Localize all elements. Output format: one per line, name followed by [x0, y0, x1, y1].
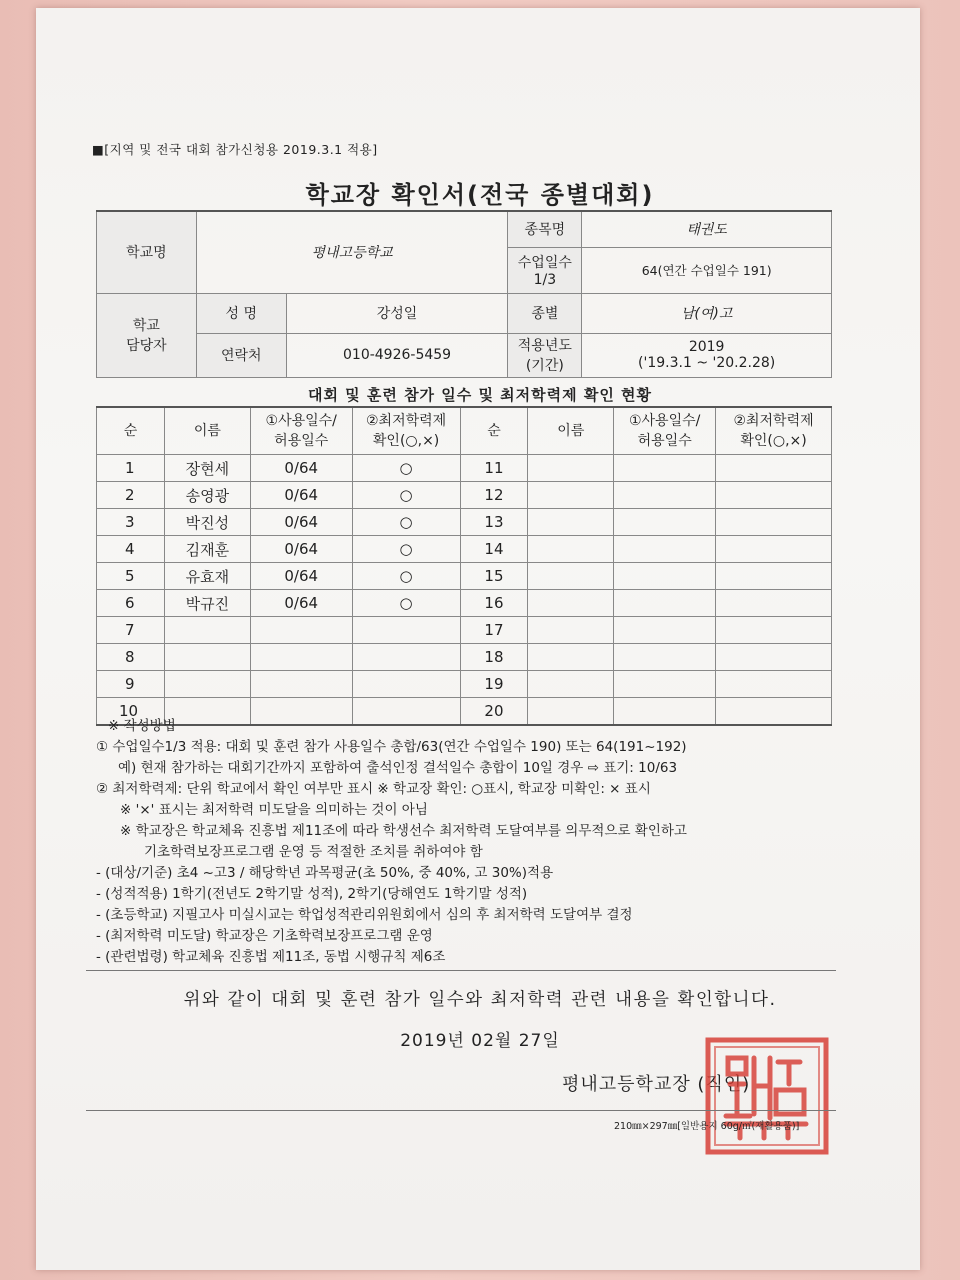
note-9: - (관련법령) 학교체육 진흥법 제11조, 동법 시행규칙 제6조	[96, 949, 446, 965]
note-6: - (성적적용) 1학기(전년도 2학기말 성적), 2학기(당해연도 1학기말 성적)	[96, 886, 528, 902]
divider	[86, 970, 836, 971]
row-no-2: 19	[460, 671, 528, 698]
col-check-line2: 확인(○,×)	[372, 433, 440, 449]
table-row	[97, 563, 832, 590]
note-5: - (대상/기준) 초4 ~고3 / 해당학년 과목평균(초 50%, 중 40%, 고 30%)적용	[96, 865, 554, 881]
row-name: 장현세	[164, 455, 250, 482]
name-value: 강성일	[286, 293, 508, 333]
row-name: 유효재	[164, 563, 250, 590]
row-days-2	[614, 590, 716, 617]
row-check-2	[716, 455, 832, 482]
instructions	[96, 716, 836, 968]
row-days-2	[614, 455, 716, 482]
contact-label: 연락처	[196, 333, 286, 377]
row-check	[352, 617, 460, 644]
row-name: 박진성	[164, 509, 250, 536]
days-label	[508, 247, 582, 293]
row-check-2	[716, 671, 832, 698]
table-row	[97, 617, 832, 644]
row-days	[250, 671, 352, 698]
participation-table	[96, 406, 832, 726]
row-check: ○	[352, 509, 460, 536]
row-no: 8	[97, 644, 165, 671]
row-check: ○	[352, 482, 460, 509]
row-no-2: 17	[460, 617, 528, 644]
contact-value: 010-4926-5459	[286, 333, 508, 377]
row-check-2	[716, 644, 832, 671]
col-days-line1: ①사용일수/	[265, 413, 337, 429]
row-no: 10	[97, 698, 165, 726]
row-days-2	[614, 671, 716, 698]
table-row	[97, 590, 832, 617]
manager-label-line2: 담당자	[126, 338, 167, 354]
row-days: 0/64	[250, 536, 352, 563]
row-days: 0/64	[250, 509, 352, 536]
year-value-line1: 2019	[688, 339, 725, 355]
col-days-2	[614, 407, 716, 455]
row-name: 박규진	[164, 590, 250, 617]
document-title: 학교장 확인서(전국 종별대회)	[305, 181, 655, 209]
paper-spec: 210㎜×297㎜[일반용지 60g/㎡(재활용품)]	[614, 1121, 800, 1132]
name-label: 성 명	[196, 293, 286, 333]
col-days-2-line2: 허용일수	[637, 433, 692, 449]
event-label: 종목명	[508, 211, 582, 247]
year-label-line1: 적용년도	[517, 338, 572, 354]
col-days-line2: 허용일수	[274, 433, 329, 449]
table-row	[97, 455, 832, 482]
row-name-2	[528, 482, 614, 509]
table-row	[97, 644, 832, 671]
row-days: 0/64	[250, 590, 352, 617]
year-label-line2: (기간)	[525, 358, 564, 374]
year-value-line2: ('19.3.1 ~ '20.2.28)	[638, 355, 776, 371]
row-no-2: 12	[460, 482, 528, 509]
table-row	[97, 671, 832, 698]
manager-label	[97, 293, 197, 377]
row-no: 6	[97, 590, 165, 617]
principal-signature: 평내고등학교장 (직인)	[562, 1074, 751, 1095]
col-no-2: 순	[460, 407, 528, 455]
row-no-2: 13	[460, 509, 528, 536]
school-value: 평내고등학교	[196, 211, 508, 293]
row-name-2	[528, 671, 614, 698]
note-7: - (초등학교) 지필고사 미실시교는 학업성적관리위원회에서 심의 후 최저학력 도달여부 결정	[96, 907, 633, 923]
row-days-2	[614, 563, 716, 590]
row-days-2	[614, 482, 716, 509]
row-check	[352, 671, 460, 698]
row-no: 2	[97, 482, 165, 509]
row-no-2: 16	[460, 590, 528, 617]
row-days-2	[614, 617, 716, 644]
event-value: 태권도	[582, 211, 832, 247]
row-name-2	[528, 536, 614, 563]
row-no: 7	[97, 617, 165, 644]
row-no: 5	[97, 563, 165, 590]
row-no: 1	[97, 455, 165, 482]
row-days-2	[614, 536, 716, 563]
row-name-2	[528, 563, 614, 590]
note-3: ※ '×' 표시는 최저학력 미도달을 의미하는 것이 아님	[120, 802, 428, 818]
row-check-2	[716, 563, 832, 590]
row-check-2	[716, 590, 832, 617]
note-4a: ※ 학교장은 학교체육 진흥법 제11조에 따라 학생선수 최저학력 도달여부를 의무적으로 확인하고	[120, 823, 687, 839]
gender-label: 종별	[508, 293, 582, 333]
school-seal-stamp	[704, 1036, 834, 1160]
col-check-2-line2: 확인(○,×)	[740, 433, 807, 449]
row-check: ○	[352, 536, 460, 563]
year-label	[508, 333, 582, 377]
row-check-2	[716, 509, 832, 536]
row-check: ○	[352, 590, 460, 617]
row-name-2	[528, 590, 614, 617]
row-name-2	[528, 617, 614, 644]
col-name: 이름	[164, 407, 250, 455]
table-row	[97, 482, 832, 509]
table-row	[97, 509, 832, 536]
days-label-line1: 수업일수	[517, 255, 572, 271]
row-days: 0/64	[250, 482, 352, 509]
row-no: 4	[97, 536, 165, 563]
row-name-2	[528, 509, 614, 536]
row-no-2: 18	[460, 644, 528, 671]
col-check	[352, 407, 460, 455]
row-no-2: 11	[460, 455, 528, 482]
row-check: ○	[352, 563, 460, 590]
col-check-line1: ②최저학력제	[366, 413, 447, 429]
header-note: ■[지역 및 전국 대회 참가신청용 2019.3.1 적용]	[92, 142, 378, 157]
notes-heading: ※ 작성방법	[108, 718, 176, 734]
row-days	[250, 644, 352, 671]
table-header-row	[97, 407, 832, 455]
row-no-2: 20	[460, 698, 528, 726]
document-date: 2019년 02월 27일	[400, 1031, 560, 1051]
row-check-2	[716, 536, 832, 563]
row-name-2	[528, 644, 614, 671]
row-check-2	[716, 482, 832, 509]
school-label: 학교명	[97, 211, 197, 293]
manager-label-line1: 학교	[132, 318, 160, 334]
row-no: 3	[97, 509, 165, 536]
row-days: 0/64	[250, 563, 352, 590]
row-name: 김재훈	[164, 536, 250, 563]
col-check-2	[716, 407, 832, 455]
note-1a: ① 수업일수1/3 적용: 대회 및 훈련 참가 사용일수 총합/63(연간 수업일수 190) 또는 64(191~192)	[96, 739, 687, 755]
row-days	[250, 617, 352, 644]
note-2: ② 최저학력제: 단위 학교에서 확인 여부만 표시 ※ 학교장 확인: ○표시, 학교장 미확인: × 표시	[96, 781, 651, 797]
note-8: - (최저학력 미도달) 학교장은 기초학력보장프로그램 운영	[96, 928, 433, 944]
row-name: 송영광	[164, 482, 250, 509]
gender-value: 남(여)고	[582, 293, 832, 333]
info-table	[96, 210, 832, 378]
row-no-2: 14	[460, 536, 528, 563]
row-name-2	[528, 455, 614, 482]
col-name-2: 이름	[528, 407, 614, 455]
table-row	[97, 536, 832, 563]
row-days-2	[614, 509, 716, 536]
col-days-2-line1: ①사용일수/	[628, 413, 701, 429]
section-title: 대회 및 훈련 참가 일수 및 최저학력제 확인 현황	[307, 386, 653, 404]
note-4b: 기초학력보장프로그램 운영 등 적절한 조치를 취하여야 함	[144, 844, 483, 860]
col-no: 순	[97, 407, 165, 455]
row-no-2: 15	[460, 563, 528, 590]
row-name	[164, 617, 250, 644]
row-check	[352, 644, 460, 671]
col-check-2-line1: ②최저학력제	[733, 413, 814, 429]
days-label-line2: 1/3	[533, 272, 557, 288]
row-days-2	[614, 644, 716, 671]
row-days: 0/64	[250, 455, 352, 482]
days-value: 64(연간 수업일수 191)	[582, 247, 832, 293]
row-check: ○	[352, 455, 460, 482]
row-name	[164, 644, 250, 671]
confirmation-text: 위와 같이 대회 및 훈련 참가 일수와 최저학력 관련 내용을 확인합니다.	[183, 990, 777, 1010]
row-no: 9	[97, 671, 165, 698]
row-check-2	[716, 617, 832, 644]
year-value	[582, 333, 832, 377]
col-days	[250, 407, 352, 455]
note-1b: 예) 현재 참가하는 대회기간까지 포함하여 출석인정 결석일수 총합이 10일 경우 ⇨ 표기: 10/63	[118, 760, 678, 776]
divider	[86, 1110, 836, 1111]
row-name	[164, 671, 250, 698]
